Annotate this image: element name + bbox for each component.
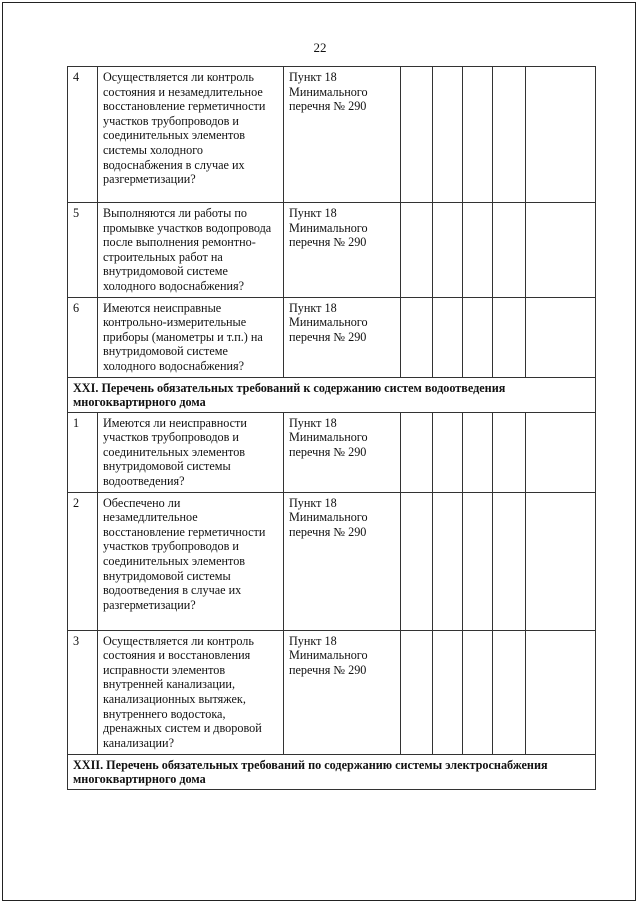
answer-cell bbox=[526, 412, 596, 492]
answer-cell bbox=[401, 412, 433, 492]
legal-reference: Пункт 18 Минимального перечня № 290 bbox=[284, 412, 401, 492]
question-text: Обеспечено ли незамедлительное восстановление герметичности участков трубопроводов и соединительных элементов внутридомовой системы водоотведения в случае их разгерметизации? bbox=[98, 492, 284, 630]
answer-cell bbox=[433, 203, 463, 298]
item-number: 1 bbox=[68, 412, 98, 492]
answer-cell bbox=[526, 630, 596, 754]
answer-cell bbox=[463, 203, 493, 298]
table-row bbox=[68, 412, 596, 492]
item-number: 6 bbox=[68, 297, 98, 377]
legal-reference: Пункт 18 Минимального перечня № 290 bbox=[284, 67, 401, 203]
section-title: XXI. Перечень обязательных требований к содержанию систем водоотведения многоквартирного дома bbox=[68, 377, 596, 412]
question-text: Имеются неисправные контрольно-измерительные приборы (манометры и т.п.) на внутридомовой системе холодного водоснабжения? bbox=[98, 297, 284, 377]
answer-cell bbox=[433, 412, 463, 492]
item-number: 3 bbox=[68, 630, 98, 754]
answer-cell bbox=[401, 492, 433, 630]
table-row bbox=[68, 67, 596, 203]
answer-cell bbox=[493, 203, 526, 298]
answer-cell bbox=[401, 297, 433, 377]
table-row bbox=[68, 297, 596, 377]
legal-reference: Пункт 18 Минимального перечня № 290 bbox=[284, 203, 401, 298]
table-row bbox=[68, 630, 596, 754]
answer-cell bbox=[526, 492, 596, 630]
answer-cell bbox=[493, 297, 526, 377]
answer-cell bbox=[526, 203, 596, 298]
answer-cell bbox=[493, 412, 526, 492]
question-text: Осуществляется ли контроль состояния и восстановления исправности элементов внутренней канализации, канализационных вытяжек, внутреннего водостока, дренажных систем и дворовой канализации? bbox=[98, 630, 284, 754]
answer-cell bbox=[526, 67, 596, 203]
answer-cell bbox=[433, 67, 463, 203]
page-number: 22 bbox=[313, 40, 327, 55]
item-number: 4 bbox=[68, 67, 98, 203]
answer-cell bbox=[401, 630, 433, 754]
answer-cell bbox=[401, 67, 433, 203]
answer-cell bbox=[463, 630, 493, 754]
table-row bbox=[68, 203, 596, 298]
question-text: Имеются ли неисправности участков трубопроводов и соединительных элементов внутридомовой системы водоотведения? bbox=[98, 412, 284, 492]
answer-cell bbox=[433, 492, 463, 630]
legal-reference: Пункт 18 Минимального перечня № 290 bbox=[284, 630, 401, 754]
answer-cell bbox=[433, 630, 463, 754]
section-header-row bbox=[68, 754, 596, 789]
section-header-row bbox=[68, 377, 596, 412]
question-text: Выполняются ли работы по промывке участков водопровода после выполнения ремонтно-строительных работ на внутридомовой системе холодного водоснабжения? bbox=[98, 203, 284, 298]
checklist-table bbox=[67, 66, 596, 790]
answer-cell bbox=[493, 630, 526, 754]
answer-cell bbox=[463, 492, 493, 630]
answer-cell bbox=[526, 297, 596, 377]
legal-reference: Пункт 18 Минимального перечня № 290 bbox=[284, 297, 401, 377]
answer-cell bbox=[463, 297, 493, 377]
legal-reference: Пункт 18 Минимального перечня № 290 bbox=[284, 492, 401, 630]
answer-cell bbox=[463, 67, 493, 203]
table-row bbox=[68, 492, 596, 630]
section-title: XXII. Перечень обязательных требований по содержанию системы электроснабжения многоквартирного дома bbox=[68, 754, 596, 789]
answer-cell bbox=[493, 67, 526, 203]
answer-cell bbox=[463, 412, 493, 492]
item-number: 5 bbox=[68, 203, 98, 298]
answer-cell bbox=[401, 203, 433, 298]
answer-cell bbox=[433, 297, 463, 377]
question-text: Осуществляется ли контроль состояния и незамедлительное восстановление герметичности участков трубопроводов и соединительных элементов системы холодного водоснабжения в случае их разгерметизации? bbox=[98, 67, 284, 203]
answer-cell bbox=[493, 492, 526, 630]
item-number: 2 bbox=[68, 492, 98, 630]
